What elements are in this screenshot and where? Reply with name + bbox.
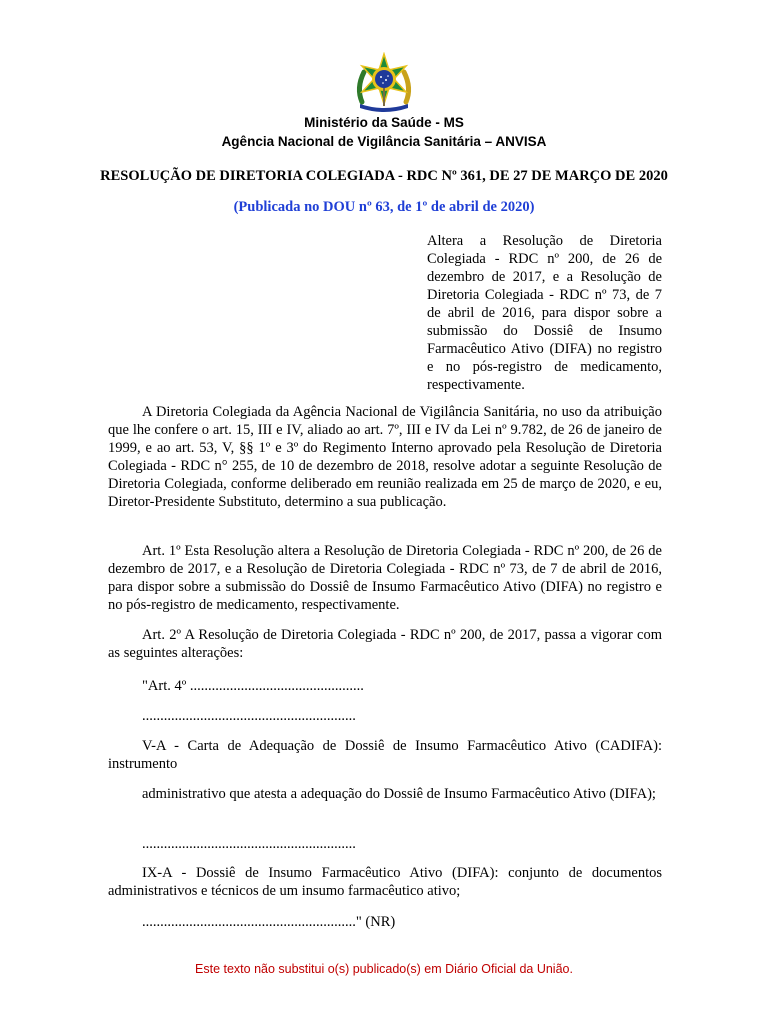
ellipsis-line: ...........................................................	[142, 708, 356, 724]
ementa-summary: Altera a Resolução de Diretoria Colegiada - RDC nº 200, de 26 de dezembro de 2017, e a Resolução de Diretoria Colegiada - RDC nº 73, de 7 de abril de 2016, para dispor sobre a submissão do Dossiê de Insumo Farmacêutico Ativo (DIFA) no registro e no pós-registro de medicamento, respectivamente.	[427, 233, 662, 393]
brazil-coat-of-arms-icon	[352, 52, 416, 114]
article-1: Art. 1º Esta Resolução altera a Resolução de Diretoria Colegiada - RDC nº 200, de 26 de dezembro de 2017, e a Resolução de Diretoria Colegiada - RDC nº 73, de 7 de abril de 2016, para dispor sobre a submissão do Dossiê de Insumo Farmacêutico Ativo (DIFA) no registro e no pós-registro de medicamento, respectivamente.	[108, 543, 662, 613]
agency-name: Agência Nacional de Vigilância Sanitária – ANVISA	[221, 134, 547, 149]
quoted-article-4: "Art. 4º ................................................	[142, 678, 364, 694]
ellipsis-line-nr: ..........................................................." (NR)	[142, 914, 396, 930]
footer-disclaimer: Este texto não substitui o(s) publicado(s) em Diário Oficial da União.	[195, 962, 573, 976]
ellipsis-line: ...........................................................	[142, 836, 356, 852]
ministry-name: Ministério da Saúde - MS	[304, 115, 464, 130]
article-2: Art. 2º A Resolução de Diretoria Colegiada - RDC nº 200, de 2017, passa a vigorar com as seguintes alterações:	[108, 627, 662, 661]
item-ix-a: IX-A - Dossiê de Insumo Farmacêutico Ativo (DIFA): conjunto de documentos administrativos e técnicos de um insumo farmacêutico ativo;	[108, 865, 662, 899]
item-v-a: V-A - Carta de Adequação de Dossiê de Insumo Farmacêutico Ativo (CADIFA): instrumento	[108, 738, 662, 772]
publication-note: (Publicada no DOU nº 63, de 1º de abril de 2020)	[233, 199, 535, 215]
preamble-paragraph: A Diretoria Colegiada da Agência Nacional de Vigilância Sanitária, no uso da atribuição que lhe confere o art. 15, III e IV, aliado ao art. 7º, III e IV da Lei nº 9.782, de 26 de janeiro de 1999, e ao art. 53, V, §§ 1º e 3º do Regimento Interno aprovado pela Resolução de Diretoria Colegiada - RDC n° 255, de 10 de dezembro de 2018, resolve adotar a seguinte Resolução de Diretoria Colegiada, conforme deliberado em reunião realizada em 25 de março de 2020, e eu, Diretor-Presidente Substituto, determino a sua publicação.	[108, 404, 662, 510]
item-v-a-continuation: administrativo que atesta a adequação do Dossiê de Insumo Farmacêutico Ativo (DIFA);	[142, 786, 656, 802]
resolution-title: RESOLUÇÃO DE DIRETORIA COLEGIADA - RDC Nº 361, DE 27 DE MARÇO DE 2020	[100, 168, 668, 184]
